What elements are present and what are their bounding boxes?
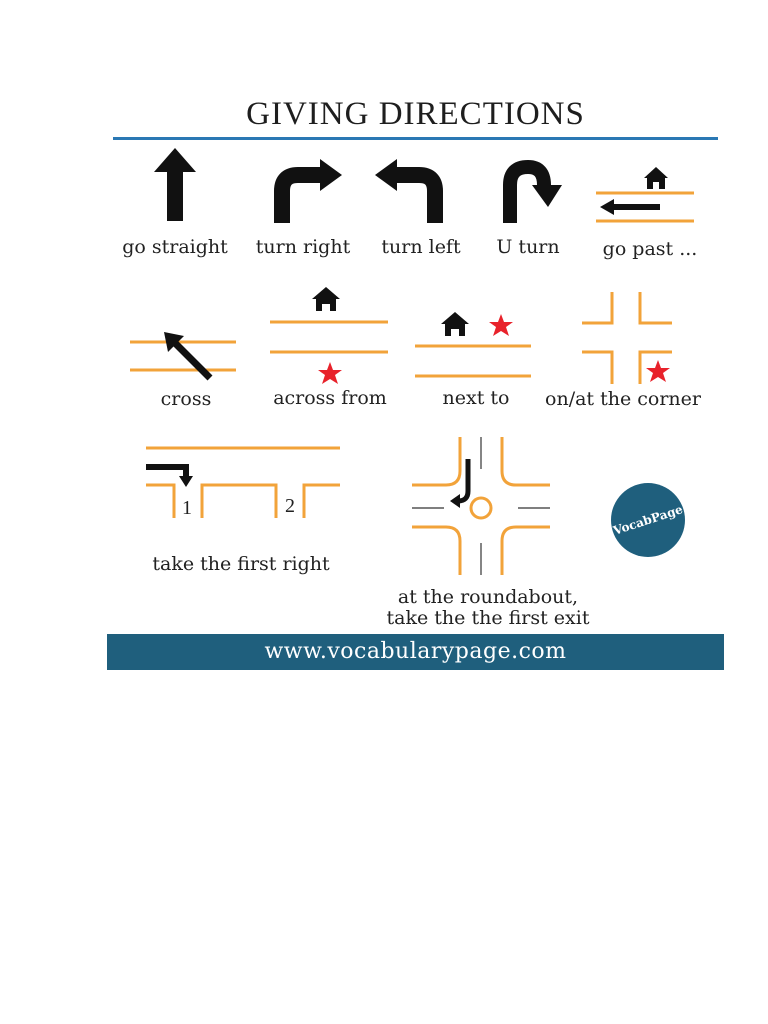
turn-left-icon bbox=[373, 155, 445, 227]
label-go-straight: go straight bbox=[122, 236, 228, 258]
label-corner: on/at the corner bbox=[545, 388, 701, 410]
u-turn-icon bbox=[496, 155, 566, 227]
label-cross: cross bbox=[160, 388, 212, 410]
label-first-right: take the first right bbox=[152, 553, 330, 575]
go-past-icon bbox=[596, 165, 696, 225]
label-u-turn: U turn bbox=[496, 236, 560, 258]
page-title: GIVING DIRECTIONS bbox=[246, 96, 585, 132]
first-right-icon bbox=[144, 440, 344, 520]
turn-right-icon bbox=[272, 155, 344, 227]
label-next-to: next to bbox=[442, 387, 510, 409]
logo-text: VocabPage bbox=[611, 502, 685, 538]
roundabout-icon bbox=[410, 435, 552, 577]
label-turn-right: turn right bbox=[255, 236, 351, 258]
street-number-2: 2 bbox=[285, 495, 295, 517]
cross-icon bbox=[130, 330, 238, 385]
label-across-from: across from bbox=[273, 387, 387, 409]
street-number-1: 1 bbox=[182, 497, 192, 519]
label-go-past: go past ... bbox=[602, 238, 698, 260]
arrow-up-icon bbox=[150, 148, 200, 223]
label-roundabout-line1: at the roundabout, bbox=[397, 586, 579, 608]
title-underline bbox=[113, 137, 718, 140]
next-to-icon bbox=[415, 310, 533, 380]
label-turn-left: turn left bbox=[381, 236, 461, 258]
corner-icon bbox=[580, 290, 675, 386]
label-roundabout-line2: take the the first exit bbox=[386, 607, 590, 629]
footer-url-banner: www.vocabularypage.com bbox=[107, 634, 724, 670]
vocabpage-logo bbox=[611, 483, 685, 557]
across-from-icon bbox=[270, 285, 390, 389]
